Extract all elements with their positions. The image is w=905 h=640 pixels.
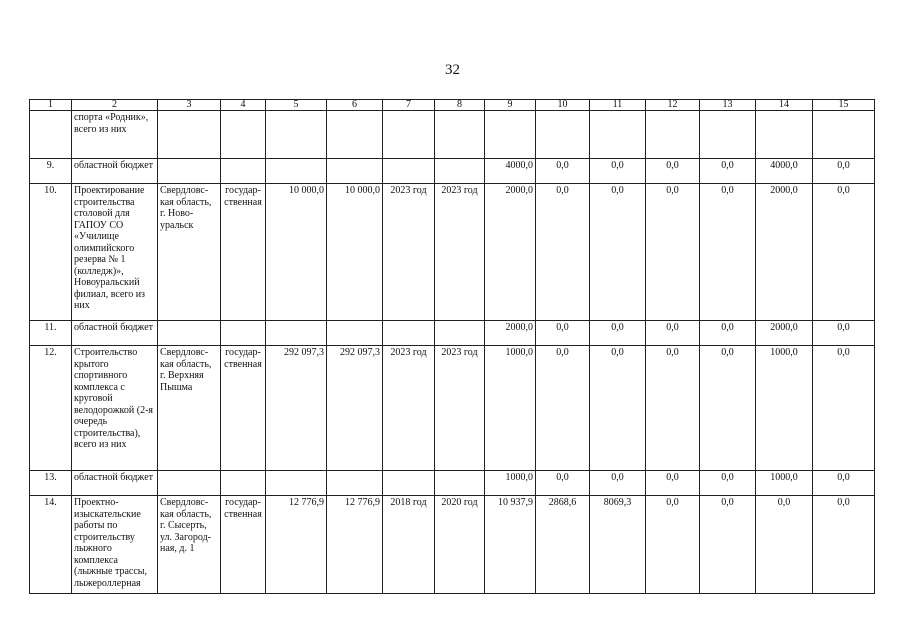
name-cell: Строительство крытого спортивного комплекса с круговой велодорожкой (2-я очередь строительства), всего из них [72, 346, 158, 471]
value-cell: 4000,0 [485, 159, 536, 184]
year-cell [435, 159, 485, 184]
value-cell: 1000,0 [756, 471, 813, 496]
year-cell [383, 471, 435, 496]
value-cell: 0,0 [590, 471, 646, 496]
column-header: 10 [536, 100, 590, 111]
table-row [30, 346, 875, 471]
column-header: 8 [435, 100, 485, 111]
value-cell: 0,0 [813, 184, 875, 321]
name-cell: областной бюджет [72, 159, 158, 184]
value-cell: 0,0 [700, 184, 756, 321]
location-cell: Свердловс-кая область, г. Верхняя Пышма [158, 346, 221, 471]
value-cell: 10 000,0 [266, 184, 327, 321]
value-cell: 1000,0 [756, 346, 813, 471]
column-header: 13 [700, 100, 756, 111]
value-cell [700, 111, 756, 159]
row-number-cell: 11. [30, 321, 72, 346]
value-cell: 10 000,0 [327, 184, 383, 321]
location-cell [158, 471, 221, 496]
table-row [30, 321, 875, 346]
year-cell: 2023 год [383, 184, 435, 321]
year-cell [435, 111, 485, 159]
value-cell: 0,0 [590, 159, 646, 184]
value-cell [327, 321, 383, 346]
row-number-cell: 14. [30, 496, 72, 594]
value-cell [327, 471, 383, 496]
row-number-cell: 9. [30, 159, 72, 184]
column-header: 11 [590, 100, 646, 111]
page-number: 32 [445, 62, 460, 78]
value-cell: 0,0 [590, 321, 646, 346]
column-header: 14 [756, 100, 813, 111]
location-cell [158, 111, 221, 159]
value-cell [266, 471, 327, 496]
value-cell: 0,0 [700, 496, 756, 594]
value-cell: 0,0 [646, 321, 700, 346]
value-cell [327, 159, 383, 184]
value-cell: 0,0 [590, 346, 646, 471]
value-cell: 1000,0 [485, 471, 536, 496]
value-cell: 2000,0 [485, 321, 536, 346]
column-header: 6 [327, 100, 383, 111]
year-cell: 2018 год [383, 496, 435, 594]
value-cell: 0,0 [590, 184, 646, 321]
location-cell: Свердловс-кая область, г. Ново-уральск [158, 184, 221, 321]
year-cell: 2023 год [435, 346, 485, 471]
value-cell: 0,0 [813, 159, 875, 184]
value-cell: 0,0 [700, 321, 756, 346]
value-cell: 0,0 [536, 346, 590, 471]
value-cell: 0,0 [813, 346, 875, 471]
value-cell: 0,0 [646, 184, 700, 321]
value-cell: 10 937,9 [485, 496, 536, 594]
ownership-cell [221, 321, 266, 346]
ownership-cell: государ-ственная [221, 496, 266, 594]
row-number-cell [30, 111, 72, 159]
value-cell: 0,0 [646, 159, 700, 184]
value-cell [266, 111, 327, 159]
value-cell: 2000,0 [756, 184, 813, 321]
column-header: 1 [30, 100, 72, 111]
row-number-cell: 13. [30, 471, 72, 496]
value-cell: 12 776,9 [266, 496, 327, 594]
value-cell: 12 776,9 [327, 496, 383, 594]
row-number-cell: 12. [30, 346, 72, 471]
name-cell: областной бюджет [72, 471, 158, 496]
value-cell: 0,0 [536, 321, 590, 346]
value-cell [536, 111, 590, 159]
header-row [30, 100, 875, 111]
value-cell [266, 321, 327, 346]
value-cell: 0,0 [756, 496, 813, 594]
value-cell: 0,0 [536, 159, 590, 184]
value-cell [590, 111, 646, 159]
table-row [30, 159, 875, 184]
value-cell [327, 111, 383, 159]
value-cell [813, 111, 875, 159]
name-cell: Проектирование строительства столовой для ГАПОУ СО «Училище олимпийского резерва № 1 (колледж)», Новоуральский филиал, всего из них [72, 184, 158, 321]
value-cell: 292 097,3 [327, 346, 383, 471]
column-header: 4 [221, 100, 266, 111]
value-cell: 0,0 [646, 346, 700, 471]
value-cell: 0,0 [813, 321, 875, 346]
value-cell: 0,0 [813, 496, 875, 594]
value-cell: 0,0 [536, 184, 590, 321]
column-header: 9 [485, 100, 536, 111]
year-cell [383, 111, 435, 159]
value-cell: 2868,6 [536, 496, 590, 594]
location-cell [158, 159, 221, 184]
value-cell [756, 111, 813, 159]
location-cell: Свердловс-кая область, г. Сысерть, ул. Загород-ная, д. 1 [158, 496, 221, 594]
value-cell: 0,0 [700, 471, 756, 496]
ownership-cell [221, 159, 266, 184]
ownership-cell [221, 471, 266, 496]
value-cell: 0,0 [700, 159, 756, 184]
name-cell: Проектно-изыскательские работы по строительству лыжного комплекса (лыжные трассы, лыжероллерная [72, 496, 158, 594]
name-cell: областной бюджет [72, 321, 158, 346]
row-number-cell: 10. [30, 184, 72, 321]
table-row [30, 184, 875, 321]
value-cell [646, 111, 700, 159]
name-cell: спорта «Родник», всего из них [72, 111, 158, 159]
value-cell: 0,0 [700, 346, 756, 471]
value-cell: 0,0 [813, 471, 875, 496]
year-cell: 2023 год [383, 346, 435, 471]
budget-table [29, 99, 875, 594]
ownership-cell [221, 111, 266, 159]
value-cell [266, 159, 327, 184]
value-cell: 2000,0 [485, 184, 536, 321]
column-header: 15 [813, 100, 875, 111]
value-cell [485, 111, 536, 159]
year-cell: 2023 год [435, 184, 485, 321]
year-cell [435, 471, 485, 496]
value-cell: 0,0 [536, 471, 590, 496]
year-cell: 2020 год [435, 496, 485, 594]
value-cell: 292 097,3 [266, 346, 327, 471]
location-cell [158, 321, 221, 346]
column-header: 12 [646, 100, 700, 111]
value-cell: 2000,0 [756, 321, 813, 346]
value-cell: 4000,0 [756, 159, 813, 184]
value-cell: 1000,0 [485, 346, 536, 471]
column-header: 5 [266, 100, 327, 111]
column-header: 2 [72, 100, 158, 111]
value-cell: 8069,3 [590, 496, 646, 594]
value-cell: 0,0 [646, 471, 700, 496]
table-row [30, 471, 875, 496]
ownership-cell: государ-ственная [221, 184, 266, 321]
table-row [30, 111, 875, 159]
year-cell [435, 321, 485, 346]
ownership-cell: государ-ственная [221, 346, 266, 471]
column-header: 7 [383, 100, 435, 111]
year-cell [383, 159, 435, 184]
table-row [30, 496, 875, 594]
column-header: 3 [158, 100, 221, 111]
value-cell: 0,0 [646, 496, 700, 594]
year-cell [383, 321, 435, 346]
